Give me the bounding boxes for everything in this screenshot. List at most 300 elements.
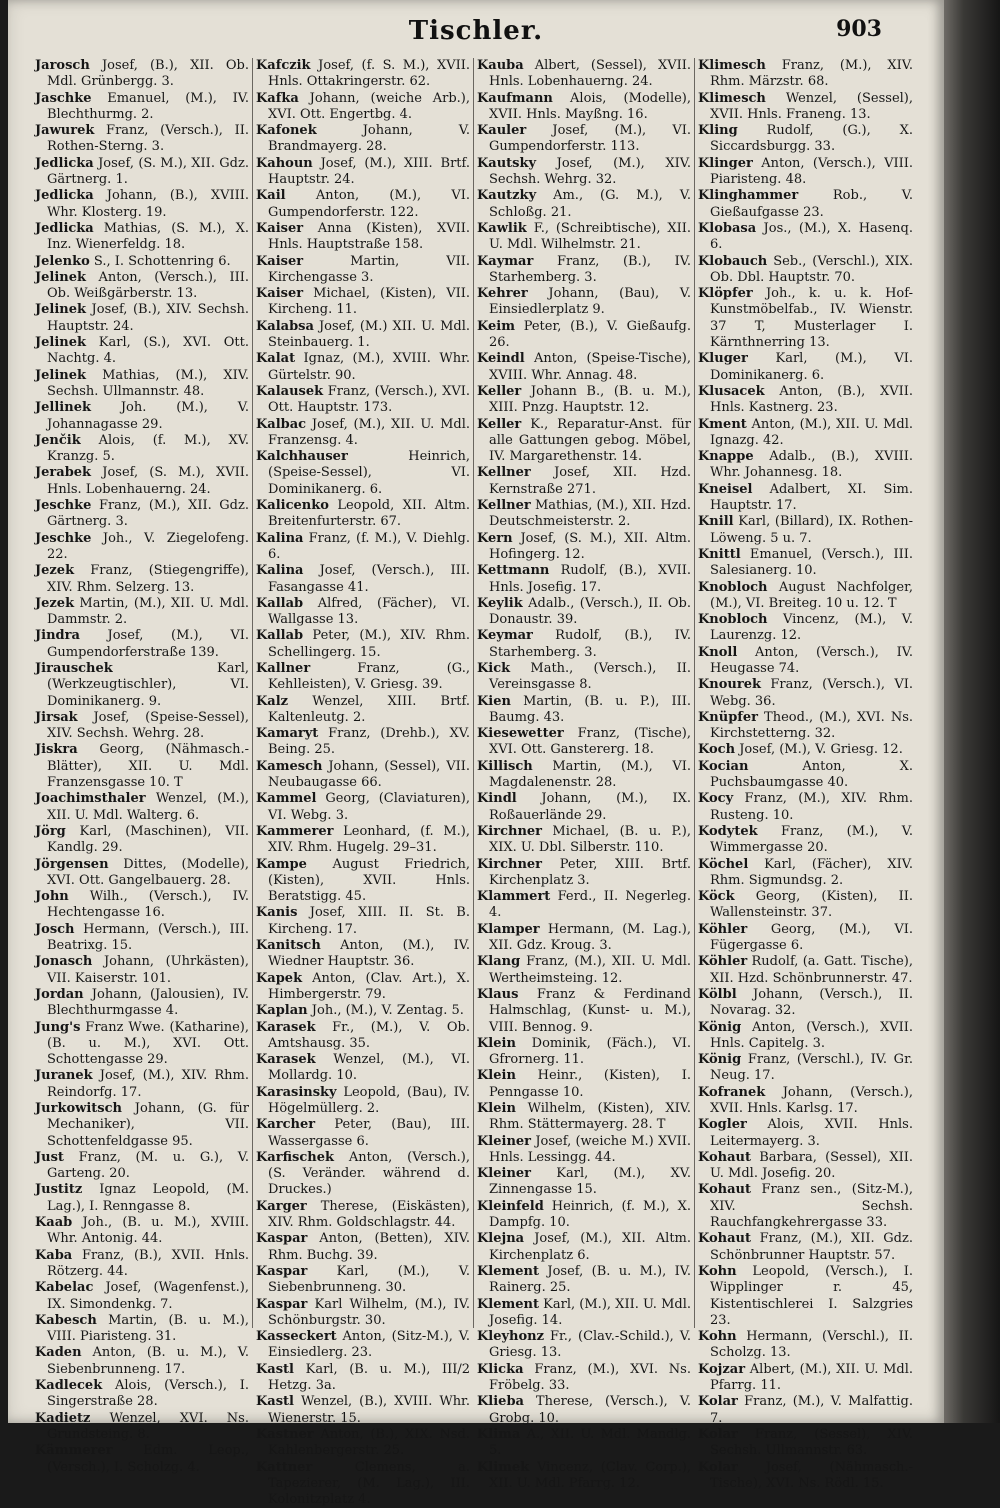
directory-entry: [256, 254, 470, 287]
directory-entry: [256, 824, 470, 857]
entry-details: Wilhelm, (Kisten), XIV. Rhm. Stättermayerg. 28. T: [489, 1101, 691, 1133]
entry-details: Peter, XIII. Brtf. Kirchenplatz 3.: [489, 856, 691, 888]
directory-entry: [477, 286, 691, 319]
directory-entry: [477, 563, 691, 596]
entry-surname: Klein: [477, 1035, 516, 1051]
entry-details: Franz, (Sessel), XIV. Sechsh. Ullmannstr. 63.: [710, 1426, 913, 1459]
entry-details: Anton, (Clav. Art.), X. Himbergerstr. 79.: [268, 970, 470, 1002]
entry-details: Franz, (B.), IV. Starhemberg. 3.: [489, 253, 691, 285]
directory-entry: [698, 1052, 913, 1085]
entry-details: Josef, (S. M.), XII. Altm. Hofingerg. 12.: [489, 530, 691, 562]
entry-surname: Karasek: [256, 1019, 316, 1035]
entry-details: Wenzel, XIII. Brtf. Kaltenleutg. 2.: [268, 693, 471, 725]
entry-details: Alois, (Versch.), I. Singerstraße 28.: [47, 1378, 249, 1410]
entry-details: Franz, (M.), XIV. Rhm. Rusteng. 10.: [710, 791, 913, 823]
directory-entry: [698, 188, 913, 221]
entry-details: Anton, (B.), XVII. Hnls. Kastnerg. 23.: [710, 383, 913, 416]
entry-details: Leopold, (Versch.), I. Wipplinger r. 45, Kistentischlerei I. Salzgries 23.: [710, 1263, 913, 1328]
entry-details: Anton, (Versch.), XVII. Hnls. Capitelg. 3.: [710, 1019, 913, 1051]
directory-entry: [256, 531, 470, 564]
entry-surname: Köhler: [698, 954, 748, 970]
entry-details: Adalb., (B.), XVIII. Whr. Johannesg. 18.: [710, 449, 913, 481]
entry-details: Therese, (Versch.), V. Grobg. 10.: [489, 1394, 691, 1426]
entry-surname: Kohn: [698, 1263, 737, 1279]
entry-surname: Kirchner: [477, 823, 543, 839]
directory-entry: [477, 1460, 691, 1493]
entry-surname: Killisch: [477, 758, 533, 774]
entry-surname: Kling: [698, 123, 738, 139]
directory-entry: [698, 1182, 913, 1231]
entry-surname: Kaba: [35, 1247, 73, 1263]
entry-surname: Kluger: [698, 351, 748, 367]
entry-surname: Klimesch: [698, 90, 766, 106]
entry-surname: Kien: [477, 693, 511, 709]
entry-details: Josef, (S. M.), XII. Gdz. Gärtnerg. 1.: [47, 155, 249, 188]
entry-surname: Köck: [698, 889, 735, 905]
entry-details: Franz, (Versch.), XVI. Ott. Hauptstr. 173.: [268, 383, 470, 416]
directory-entry: [698, 1460, 913, 1493]
directory-entry: [477, 58, 691, 91]
entry-details: Heinrich, (Speise-Sessel), VI. Dominikanerg. 6.: [268, 449, 470, 497]
directory-entry: [35, 156, 249, 189]
entry-details: Joh., (B. u. M.), XVIII. Whr. Antonig. 44.: [47, 1215, 249, 1247]
entry-surname: Kaiser: [256, 220, 304, 236]
entry-surname: Kalchhauser: [256, 449, 348, 465]
entry-details: Joh., k. u. k. Hof-Kunstmöbelfab., IV. Wienstr. 37 T, Musterlager I. Kärnthnerring 13.: [710, 286, 913, 351]
directory-entry: [35, 465, 249, 498]
entry-details: Franz, (M.), V. Wimmergasse 20.: [710, 823, 913, 856]
directory-entry: [256, 1427, 470, 1460]
directory-entry: [477, 1068, 691, 1101]
entry-details: Rudolf, (B.), XVII. Hnls. Josefig. 17.: [489, 563, 691, 595]
directory-entry: [35, 1068, 249, 1101]
directory-entry: [698, 1020, 913, 1053]
directory-entry: [477, 384, 691, 417]
directory-entry: [35, 1443, 249, 1476]
entry-surname: Kolar: [698, 1426, 738, 1442]
directory-entry: [35, 400, 249, 433]
entry-details: Wenzel, (B.), XVIII. Whr. Wienerstr. 15.: [268, 1394, 470, 1426]
entry-surname: Kahoun: [256, 155, 313, 171]
entry-details: Franz, (Verschl.), IV. Gr. Neug. 17.: [710, 1052, 913, 1084]
directory-entry: [256, 319, 470, 352]
entry-details: Anton, (B. u. M.), V. Siebenbrunneng. 17.: [47, 1345, 249, 1377]
entry-surname: Kallner: [256, 660, 311, 676]
entry-details: Anton, (Betten), XIV. Rhm. Buchg. 39.: [268, 1231, 470, 1263]
entry-details: Wenzel, (M.), XII. U. Mdl. Walterg. 6.: [47, 791, 249, 823]
directory-entry: [35, 661, 249, 710]
entry-surname: Klobauch: [698, 253, 768, 269]
entry-surname: Kindl: [477, 791, 517, 807]
directory-entry: [256, 449, 470, 498]
entry-surname: Kalausek: [256, 383, 324, 399]
entry-surname: Kleiner: [477, 1133, 532, 1149]
entry-surname: Jerabek: [35, 465, 92, 481]
entry-surname: Jonasch: [35, 954, 93, 970]
directory-entry: [698, 221, 913, 254]
directory-entry: [35, 1313, 249, 1346]
entry-surname: Kleinfeld: [477, 1198, 544, 1214]
entry-details: Wilh., (Versch.), IV. Hechtengasse 16.: [47, 889, 249, 921]
entry-surname: Kojzar: [698, 1361, 746, 1377]
entry-details: Franz Wwe. (Katharine), (B. u. M.), XVI. Ott. Schottengasse 29.: [47, 1019, 250, 1068]
entry-surname: Kofranek: [698, 1084, 766, 1100]
entry-surname: König: [698, 1019, 742, 1035]
entry-details: Anton, (M.), VI. Gumpendorferstr. 122.: [268, 188, 470, 220]
entry-surname: Jiskra: [35, 742, 78, 758]
entry-details: Josef, (M.), XII. Altm. Kirchenplatz 6.: [489, 1231, 691, 1263]
entry-details: Heinrich, (f. M.), X. Dampfg. 10.: [489, 1198, 692, 1231]
directory-entry: [256, 1199, 470, 1232]
directory-entry: [35, 1182, 249, 1215]
entry-details: Josef, (Nähmasch.-Tische), XVI. Ns. Rödl. 15.: [710, 1459, 913, 1491]
entry-surname: Kalz: [256, 693, 289, 709]
directory-entry: [477, 694, 691, 727]
entry-surname: Keymar: [477, 628, 533, 644]
directory-entry: [477, 1036, 691, 1069]
entry-details: Hermann, (M. Lag.), XII. Gdz. Kroug. 3.: [489, 921, 691, 954]
entry-details: Am., (G. M.), V. Schloßg. 21.: [489, 188, 691, 220]
entry-surname: Jurkowitsch: [35, 1101, 122, 1116]
column-3: [474, 58, 695, 1491]
directory-entry: [698, 645, 913, 678]
directory-entry: [35, 1150, 249, 1183]
entry-surname: Kolar: [698, 1394, 738, 1410]
entry-surname: Kastner: [256, 1426, 314, 1442]
entry-details: Rudolf, (a. Gatt. Tische), XII. Hzd. Schönbrunnerstr. 47.: [710, 954, 913, 986]
entry-details: Michael, (B. u. P.), XIX. U. Dbl. Silberstr. 110.: [489, 823, 691, 856]
directory-entry: [256, 1085, 470, 1118]
directory-entry: [256, 384, 470, 417]
directory-entry: [256, 1052, 470, 1085]
entry-details: Josef, XIII. II. St. B. Kircheng. 17.: [268, 905, 470, 937]
directory-entry: [477, 628, 691, 661]
entry-details: Heinr., (Kisten), I. Penngasse 10.: [489, 1068, 691, 1100]
directory-entry: [256, 857, 470, 906]
entry-surname: Köhler: [698, 921, 748, 937]
entry-details: Josef, (B.), XII. Ob. Mdl. Grünbergg. 3.: [47, 58, 249, 90]
directory-entry: [35, 954, 249, 987]
entry-surname: Kölbl: [698, 986, 737, 1002]
directory-entry: [35, 922, 249, 955]
directory-entry: [477, 156, 691, 189]
entry-details: Mathias, (S. M.), X. Inz. Wienerfeldg. 18.: [47, 220, 249, 253]
directory-entry: [35, 742, 249, 791]
entry-surname: Kautzky: [477, 188, 537, 204]
entry-surname: Keim: [477, 318, 515, 334]
entry-details: Martin, (B. u. M.), VIII. Piaristeng. 31.: [47, 1312, 249, 1345]
directory-entry: [698, 286, 913, 351]
directory-entry: [256, 498, 470, 531]
entry-details: Georg, (Nähmasch.-Blätter), XII. U. Mdl. Franzensgasse 10. T: [47, 742, 249, 791]
entry-surname: Karcher: [256, 1117, 316, 1133]
entry-surname: Kleiner: [477, 1166, 532, 1182]
entry-surname: Jedlicka: [35, 155, 94, 171]
directory-entry: [477, 498, 691, 531]
entry-details: Franz, (B.), XVII. Hnls. Rötzerg. 44.: [47, 1247, 249, 1279]
directory-entry: [477, 824, 691, 857]
column-4: [695, 58, 916, 1491]
entry-surname: Kolar: [698, 1459, 738, 1475]
entry-details: Martin, (M.), VI. Magdalenenstr. 28.: [489, 758, 691, 791]
directory-entry: [698, 547, 913, 580]
directory-entry: [477, 417, 691, 466]
entry-surname: Joachimsthaler: [35, 791, 146, 807]
entry-details: Johann, (G. für Mechaniker), VII. Schottenfeldgasse 95.: [47, 1101, 249, 1149]
entry-details: Josef, (M.), XIII. Brtf. Hauptstr. 24.: [268, 155, 470, 188]
directory-entry: [698, 351, 913, 384]
directory-entry: [698, 677, 913, 710]
directory-entry: [698, 710, 913, 743]
entry-surname: Jelinek: [35, 367, 87, 383]
entry-details: Math., (Versch.), II. Vereinsgasse 8.: [489, 660, 691, 693]
directory-entry: [698, 58, 913, 91]
directory-entry: [477, 1329, 691, 1362]
entry-surname: Jindra: [35, 628, 80, 644]
directory-entry: [256, 221, 470, 254]
directory-entry: [698, 123, 913, 156]
entry-surname: Josch: [35, 921, 75, 937]
entry-details: Karl, (Billard), IX. Rothen-Löweng. 5 u. 7.: [710, 514, 913, 546]
directory-entry: [35, 1280, 249, 1313]
entry-details: Mathias, (M.), XII. Hzd. Deutschmeisterstr. 2.: [489, 498, 691, 530]
entry-surname: Kohn: [698, 1329, 737, 1345]
directory-entry: [698, 1362, 913, 1395]
entry-surname: Kadlecek: [35, 1378, 103, 1394]
directory-entry: [35, 221, 249, 254]
directory-entry: [256, 1394, 470, 1427]
entry-surname: Kail: [256, 188, 286, 204]
directory-entry: [698, 1117, 913, 1150]
entry-details: Rudolf, (G.), X. Siccardsburgg. 33.: [710, 123, 913, 155]
entry-surname: Klobasa: [698, 220, 757, 236]
entry-surname: Klement: [477, 1263, 539, 1279]
directory-entry: [698, 156, 913, 189]
entry-surname: Jedlicka: [35, 188, 94, 204]
entry-details: Josef, (B.), XIV. Sechsh. Hauptstr. 24.: [47, 302, 249, 334]
entry-details: Hermann, (Versch.), III. Beatrixg. 15.: [47, 921, 249, 954]
entry-details: Albert, (Sessel), XVII. Hnls. Lobenhauerng. 24.: [489, 58, 692, 90]
entry-details: Franz, (G., Kehlleisten), V. Griesg. 39.: [268, 660, 470, 693]
entry-surname: Kohaut: [698, 1149, 752, 1165]
entry-surname: Kohaut: [698, 1231, 752, 1247]
entry-details: Therese, (Eiskästen), XIV. Rhm. Goldschlagstr. 44.: [268, 1198, 470, 1231]
directory-entry: [35, 270, 249, 303]
entry-details: Johann, (Uhrkästen), VII. Kaiserstr. 101.: [47, 954, 249, 986]
entry-details: Franz, (M.), V. Malfattig. 7.: [710, 1394, 913, 1426]
entry-details: Dittes, (Modelle), XVI. Ott. Gangelbauerg. 28.: [47, 856, 249, 888]
entry-surname: Klamper: [477, 921, 540, 937]
directory-entry: [477, 791, 691, 824]
entry-surname: John: [35, 889, 69, 905]
directory-entry: [477, 1264, 691, 1297]
entry-details: Josef, (M.), VI. Gumpendorferstr. 113.: [489, 123, 691, 155]
entry-surname: Kneisel: [698, 481, 753, 497]
entry-details: Seb., (Verschl.), XIX. Ob. Dbl. Hauptstr. 70.: [710, 253, 913, 285]
directory-entry: [256, 91, 470, 124]
entry-surname: Kaspar: [256, 1231, 308, 1247]
entry-details: Karl, (B. u. M.), III/2 Hetzg. 3a.: [268, 1361, 470, 1394]
entry-surname: Kaden: [35, 1345, 82, 1361]
directory-entry: [256, 1297, 470, 1330]
directory-entry: [35, 710, 249, 743]
entry-surname: Klein: [477, 1068, 516, 1084]
entry-surname: Kettmann: [477, 563, 550, 579]
directory-entry: [256, 1020, 470, 1053]
entry-details: Hermann, (Verschl.), II. Scholzg. 13.: [710, 1329, 913, 1361]
entry-surname: Justitz: [35, 1182, 83, 1198]
entry-surname: Karfischek: [256, 1149, 334, 1165]
entry-surname: Kaab: [35, 1215, 73, 1231]
entry-surname: Kern: [477, 530, 513, 546]
directory-entry: [35, 1378, 249, 1411]
entry-details: Martin, (B. u. P.), III. Baumg. 43.: [489, 693, 691, 725]
page-edge-shadow: [944, 0, 1000, 1423]
entry-details: Josef, (M.), VI. Gumpendorferstraße 139.: [47, 628, 249, 660]
entry-surname: Kalat: [256, 351, 296, 367]
entry-details: Georg, (M.), VI. Fügergasse 6.: [710, 921, 913, 954]
directory-entry: [477, 123, 691, 156]
directory-entry: [698, 1085, 913, 1118]
directory-entry: [256, 417, 470, 450]
entry-details: Alois, (Modelle), XVII. Hnls. Mayßng. 16.: [489, 90, 691, 122]
entry-details: Martin, (M.), XII. U. Mdl. Dammstr. 2.: [47, 595, 249, 628]
directory-entry: [35, 1411, 249, 1444]
entry-surname: Kamaryt: [256, 726, 319, 742]
entry-surname: Kafonek: [256, 123, 317, 139]
directory-entry: [477, 857, 691, 890]
column-1: [32, 58, 253, 1475]
entry-details: Josef, (B. u. M.), IV. Rainerg. 25.: [489, 1263, 691, 1296]
entry-surname: Klein: [477, 1101, 516, 1116]
entry-details: Mathias, (M.), XIV. Sechsh. Ullmannstr. 48.: [47, 367, 249, 399]
entry-details: Georg, (Claviaturen), VI. Webg. 3.: [268, 791, 470, 823]
entry-surname: Kattner: [256, 1459, 313, 1475]
entry-surname: Jörg: [35, 823, 66, 839]
entry-details: Karl, (S.), XVI. Ott. Nachtg. 4.: [47, 335, 249, 367]
directory-entry: [698, 742, 913, 758]
entry-details: Franz, (Versch.), VI. Webg. 36.: [710, 677, 913, 709]
directory-entry: [256, 791, 470, 824]
directory-entry: [256, 563, 470, 596]
entry-surname: Klieba: [477, 1394, 524, 1410]
entry-surname: Kallab: [256, 595, 304, 611]
directory-entry: [256, 1117, 470, 1150]
entry-surname: Jelinek: [35, 269, 87, 285]
entry-surname: Jung's: [35, 1019, 81, 1035]
entry-surname: Kaplan: [256, 1003, 308, 1019]
entry-details: Emanuel, (Versch.), III. Salesianerg. 10.: [710, 546, 913, 579]
entry-surname: Kafczik: [256, 58, 311, 73]
directory-entry: [477, 1394, 691, 1427]
directory-entry: [256, 351, 470, 384]
entry-details: Jos., (M.), X. Hasenq. 6.: [710, 220, 913, 253]
directory-entry: [35, 628, 249, 661]
directory-entry: [698, 1329, 913, 1362]
entry-details: Emanuel, (M.), IV. Blechthurmg. 2.: [47, 90, 249, 122]
entry-surname: Kautsky: [477, 155, 537, 171]
entry-details: Peter, (B.), V. Gießaufg. 26.: [489, 318, 691, 351]
entry-surname: Jezek: [35, 595, 75, 611]
directory-entry: [477, 188, 691, 221]
entry-surname: Kasseckert: [256, 1329, 337, 1345]
entry-surname: Kanis: [256, 905, 298, 921]
entry-details: Franz, (M.), XII. Gdz. Gärtnerg. 3.: [47, 498, 249, 530]
entry-details: Peter, (M.), XIV. Rhm. Schellingerg. 15.: [268, 628, 470, 660]
entry-surname: Klusacek: [698, 383, 765, 399]
entry-surname: Jawurek: [35, 123, 95, 139]
directory-entry: [698, 449, 913, 482]
directory-entry: [698, 889, 913, 922]
directory-entry: [256, 596, 470, 629]
entry-surname: Klang: [477, 954, 521, 970]
entry-details: Adalbert, XI. Sim. Hauptstr. 17.: [710, 481, 914, 514]
entry-surname: Jelenko: [35, 253, 90, 269]
entry-details: Josef, (M.) XII. U. Mdl. Steinbauerg. 1.: [268, 318, 470, 351]
entry-details: Josef, (M.), XIV. Sechsh. Wehrg. 32.: [489, 155, 691, 188]
directory-entry: [256, 1231, 470, 1264]
entry-details: Anton, (Versch.), IV. Heugasse 74.: [710, 644, 913, 676]
entry-details: Franz sen., (Sitz-M.), XIV. Sechsh. Rauchfangkehrergasse 33.: [710, 1182, 913, 1231]
entry-surname: Kellner: [477, 498, 531, 514]
directory-entry: [256, 759, 470, 792]
entry-surname: Kalbac: [256, 416, 307, 432]
entry-details: Johann, V. Brandmayerg. 28.: [268, 123, 470, 155]
directory-entry: [698, 987, 913, 1020]
entry-surname: Keller: [477, 416, 522, 432]
entry-details: Josef, (weiche M.) XVII. Hnls. Lessingg. 44.: [489, 1133, 691, 1165]
directory-entry: [698, 824, 913, 857]
entry-surname: Kick: [477, 660, 511, 676]
entry-surname: Kampe: [256, 856, 307, 872]
entry-surname: Kämmerer: [35, 1443, 113, 1459]
entry-details: Franz, (Versch.), II. Rothen-Sterng. 3.: [47, 123, 249, 155]
directory-entry: [477, 954, 691, 987]
entry-details: Karl, (M.), XV. Zinnengasse 15.: [489, 1166, 691, 1198]
entry-details: Karl, (Werkzeugtischler), VI. Dominikanerg. 9.: [47, 660, 249, 709]
directory-entry: [698, 1427, 913, 1460]
entry-surname: Kalabsa: [256, 318, 314, 334]
entry-details: Karl, (Maschinen), VII. Kandlg. 29.: [47, 823, 250, 856]
entry-surname: Klöpfer: [698, 286, 753, 302]
entry-details: Anton, (M.), XII. U. Mdl. Ignazg. 42.: [710, 416, 913, 448]
entry-details: K., Reparatur-Anst. für alle Gattungen gebog. Möbel, IV. Margarethenstr. 14.: [489, 416, 691, 465]
entry-surname: Kammerer: [256, 823, 334, 839]
entry-details: Joh., (M.), V. Zentag. 5.: [311, 1003, 464, 1019]
directory-entry: [698, 514, 913, 547]
entry-surname: Kalina: [256, 563, 304, 579]
directory-entry: [477, 1199, 691, 1232]
entry-surname: Knoll: [698, 644, 738, 660]
directory-entry: [477, 221, 691, 254]
entry-surname: Kirchner: [477, 856, 543, 872]
directory-entry: [35, 857, 249, 890]
entry-surname: Kodytek: [698, 823, 758, 839]
entry-surname: Jaschke: [35, 90, 92, 106]
entry-details: Franz, (Drehb.), XV. Being. 25.: [268, 726, 470, 758]
entry-details: Peter, (Bau), III. Wassergasse 6.: [268, 1117, 470, 1149]
page-title: Tischler.: [408, 16, 544, 46]
entry-surname: Kocian: [698, 758, 749, 774]
entry-details: Josef, (f. S. M.), XVII. Hnls. Ottakringerstr. 62.: [268, 58, 470, 90]
entry-details: Johann, (Versch.), II. Novarag. 32.: [710, 986, 913, 1019]
entry-surname: Klaus: [477, 986, 519, 1002]
entry-details: Anton, (Speise-Tische), XVIII. Whr. Annag. 48.: [489, 351, 691, 383]
directory-entry: [35, 824, 249, 857]
entry-surname: Klicka: [477, 1361, 524, 1377]
entry-details: Vincenz, (Clav. Corp.), XII. U. Mdl. Pfarrg. 12.: [489, 1459, 691, 1491]
entry-details: Albert, (M.), XII. U. Mdl. Pfarrg. 11.: [710, 1361, 913, 1394]
